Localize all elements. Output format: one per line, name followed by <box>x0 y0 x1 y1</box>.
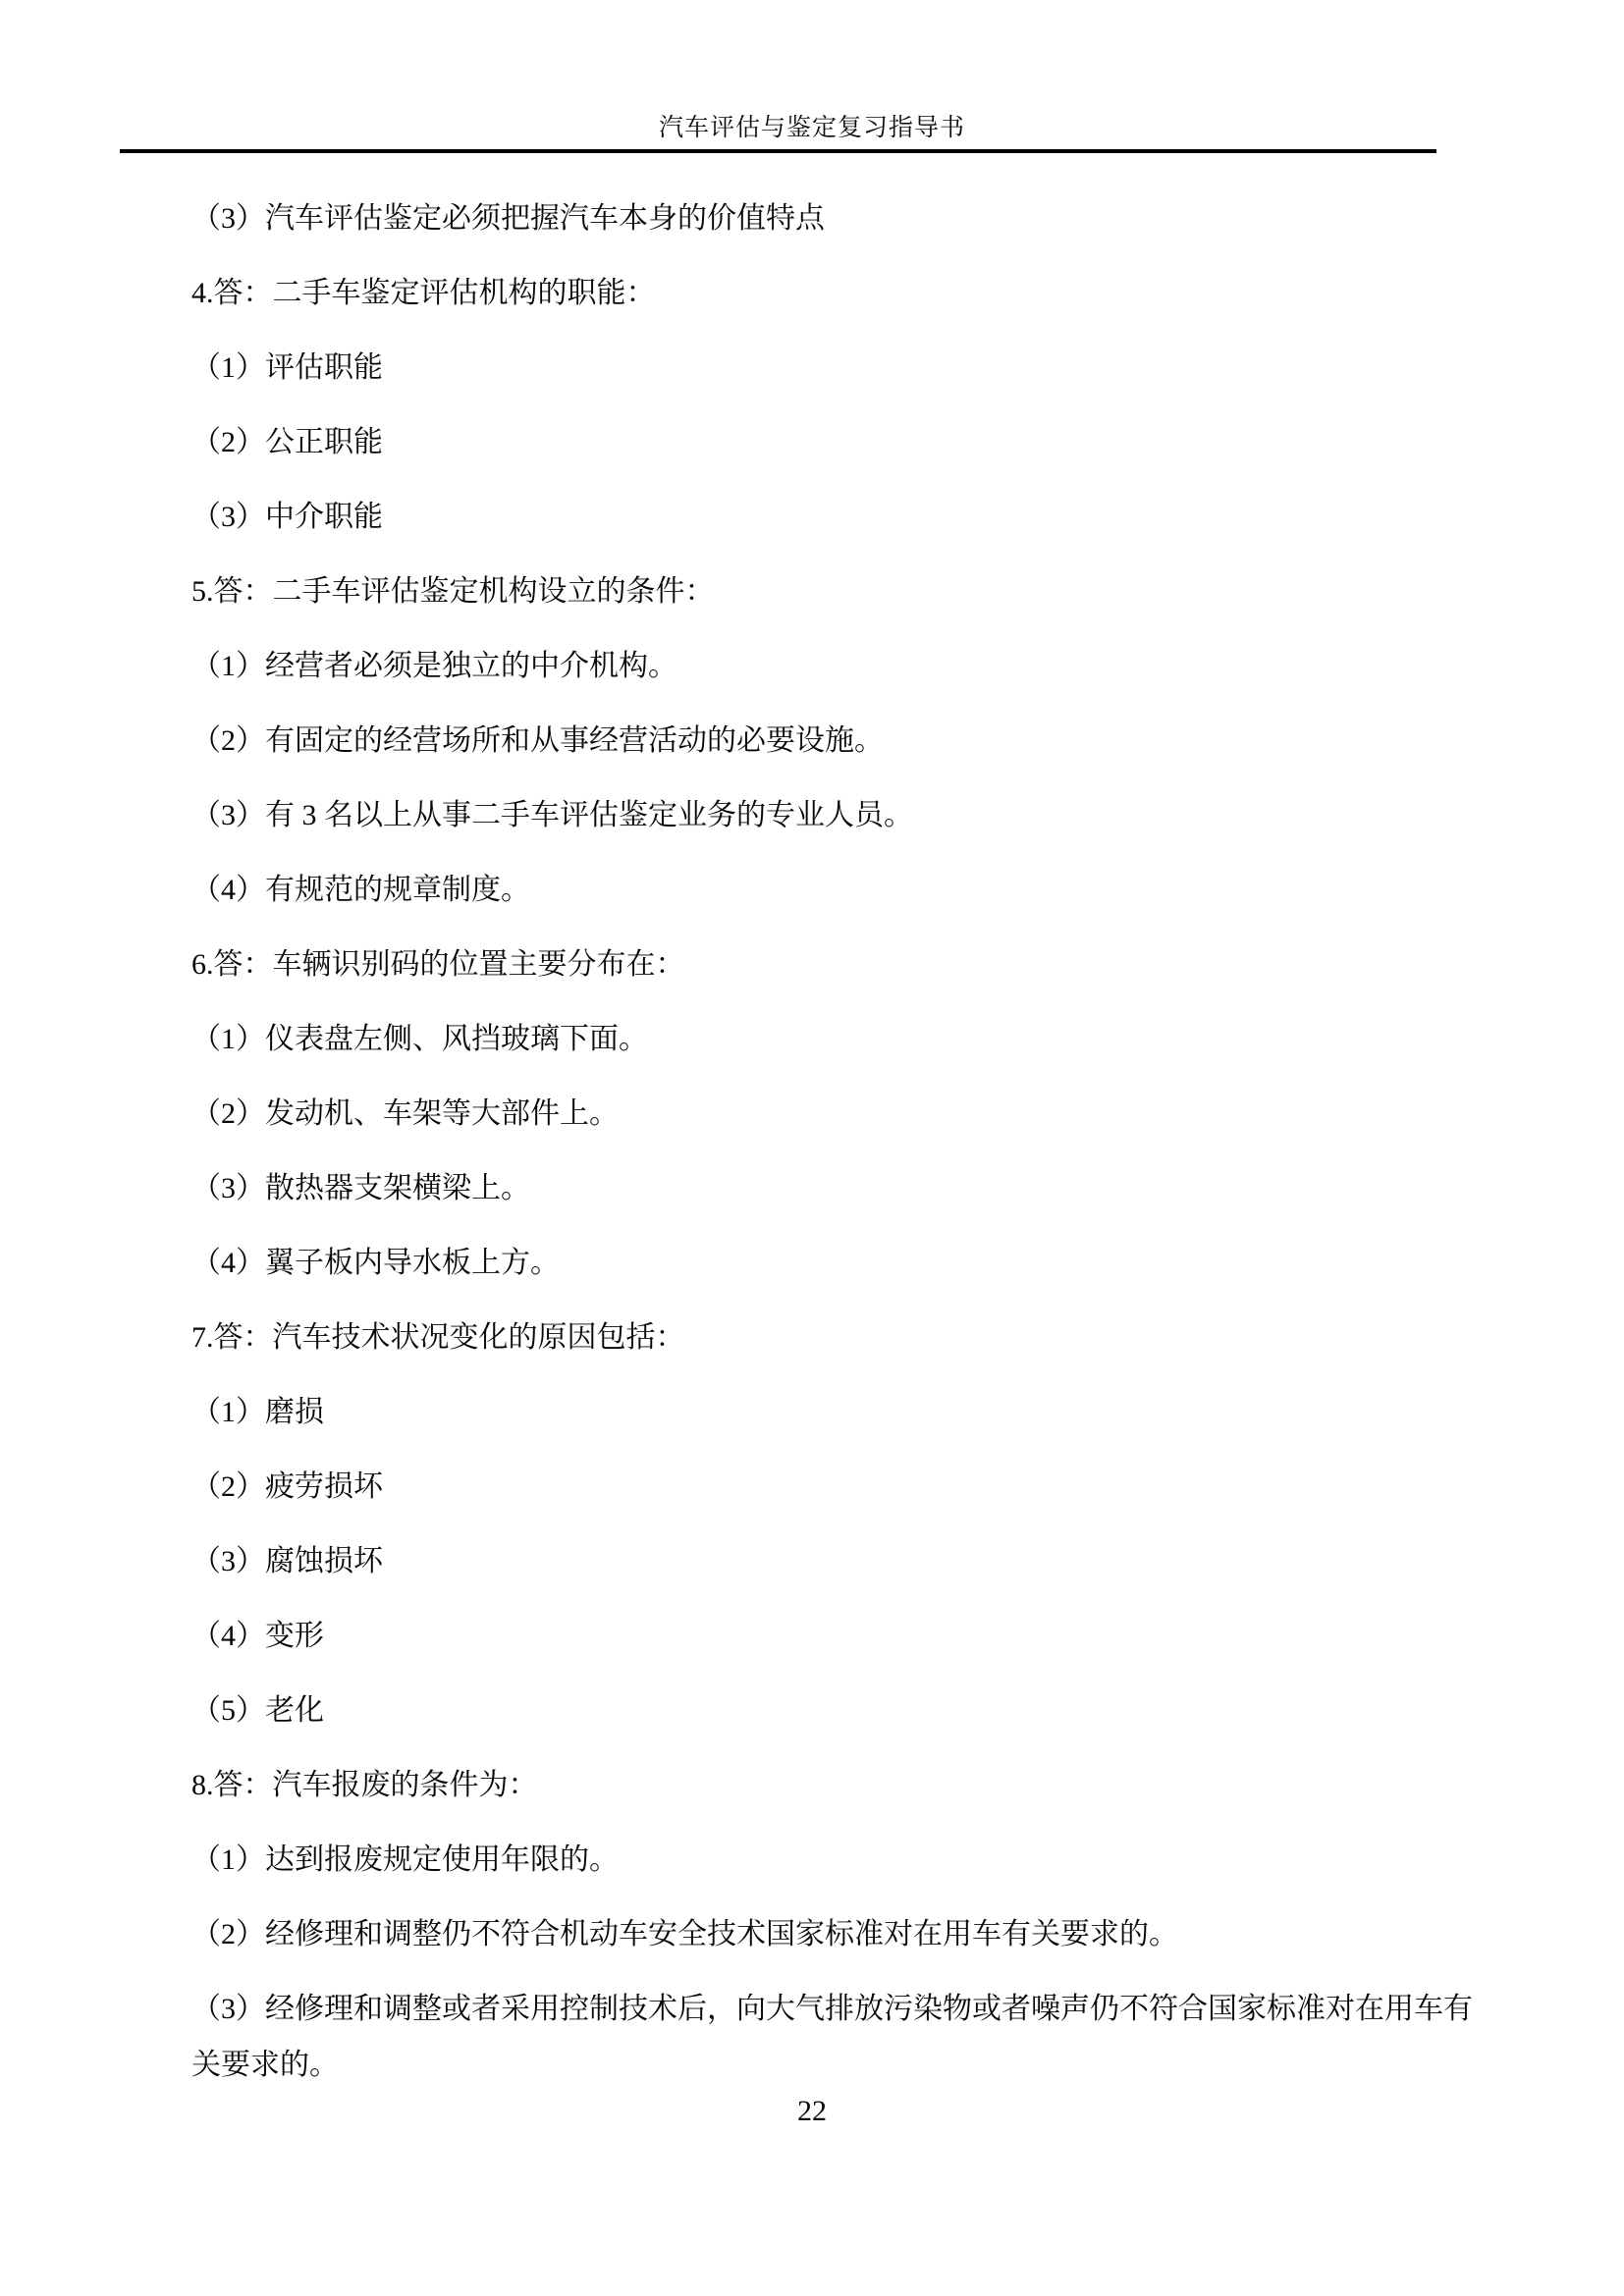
paragraph-line: （3）经修理和调整或者采用控制技术后，向大气排放污染物或者噪声仍不符合国家标准对在用车有 <box>191 1993 1473 2025</box>
paragraph-line: 7.答：汽车技术状况变化的原因包括： <box>191 1321 685 1354</box>
page-header-title: 汽车评估与鉴定复习指导书 <box>658 115 965 141</box>
page-number: 22 <box>797 2095 827 2127</box>
paragraph-line: （1）磨损 <box>191 1396 324 1428</box>
paragraph-line: （3）有 3 名以上从事二手车评估鉴定业务的专业人员。 <box>191 799 913 831</box>
paragraph-line: 4.答：二手车鉴定评估机构的职能： <box>191 277 656 309</box>
header-rule <box>120 149 1436 153</box>
paragraph-line: （3）腐蚀损坏 <box>191 1545 383 1577</box>
paragraph-line: （4）有规范的规章制度。 <box>191 874 530 906</box>
paragraph-line: （4）变形 <box>191 1620 324 1652</box>
document-body <box>191 190 1499 2111</box>
paragraph-line: （3）散热器支架横梁上。 <box>191 1172 530 1204</box>
paragraph-line: （3）中介职能 <box>191 501 383 533</box>
paragraph-continuation-line: 关要求的。 <box>191 2049 339 2081</box>
paragraph-line: （2）有固定的经营场所和从事经营活动的必要设施。 <box>191 724 884 757</box>
paragraph-line: （3）汽车评估鉴定必须把握汽车本身的价值特点 <box>191 202 825 235</box>
paragraph-line: （2）发动机、车架等大部件上。 <box>191 1097 619 1130</box>
paragraph-line: 6.答：车辆识别码的位置主要分布在： <box>191 948 685 981</box>
paragraph-line: （1）仪表盘左侧、风挡玻璃下面。 <box>191 1023 648 1055</box>
paragraph-line: （1）经营者必须是独立的中介机构。 <box>191 650 677 682</box>
paragraph-line: 8.答：汽车报废的条件为： <box>191 1769 538 1801</box>
paragraph-line: （1）达到报废规定使用年限的。 <box>191 1843 619 1876</box>
paragraph-line: （1）评估职能 <box>191 351 383 384</box>
paragraph-line: （5）老化 <box>191 1694 324 1727</box>
paragraph-line: 5.答：二手车评估鉴定机构设立的条件： <box>191 575 715 608</box>
paragraph-line: （2）疲劳损坏 <box>191 1470 383 1503</box>
paragraph-line: （2）经修理和调整仍不符合机动车安全技术国家标准对在用车有关要求的。 <box>191 1918 1178 1950</box>
paragraph-line: （2）公正职能 <box>191 426 383 458</box>
paragraph-line: （4）翼子板内导水板上方。 <box>191 1247 560 1279</box>
